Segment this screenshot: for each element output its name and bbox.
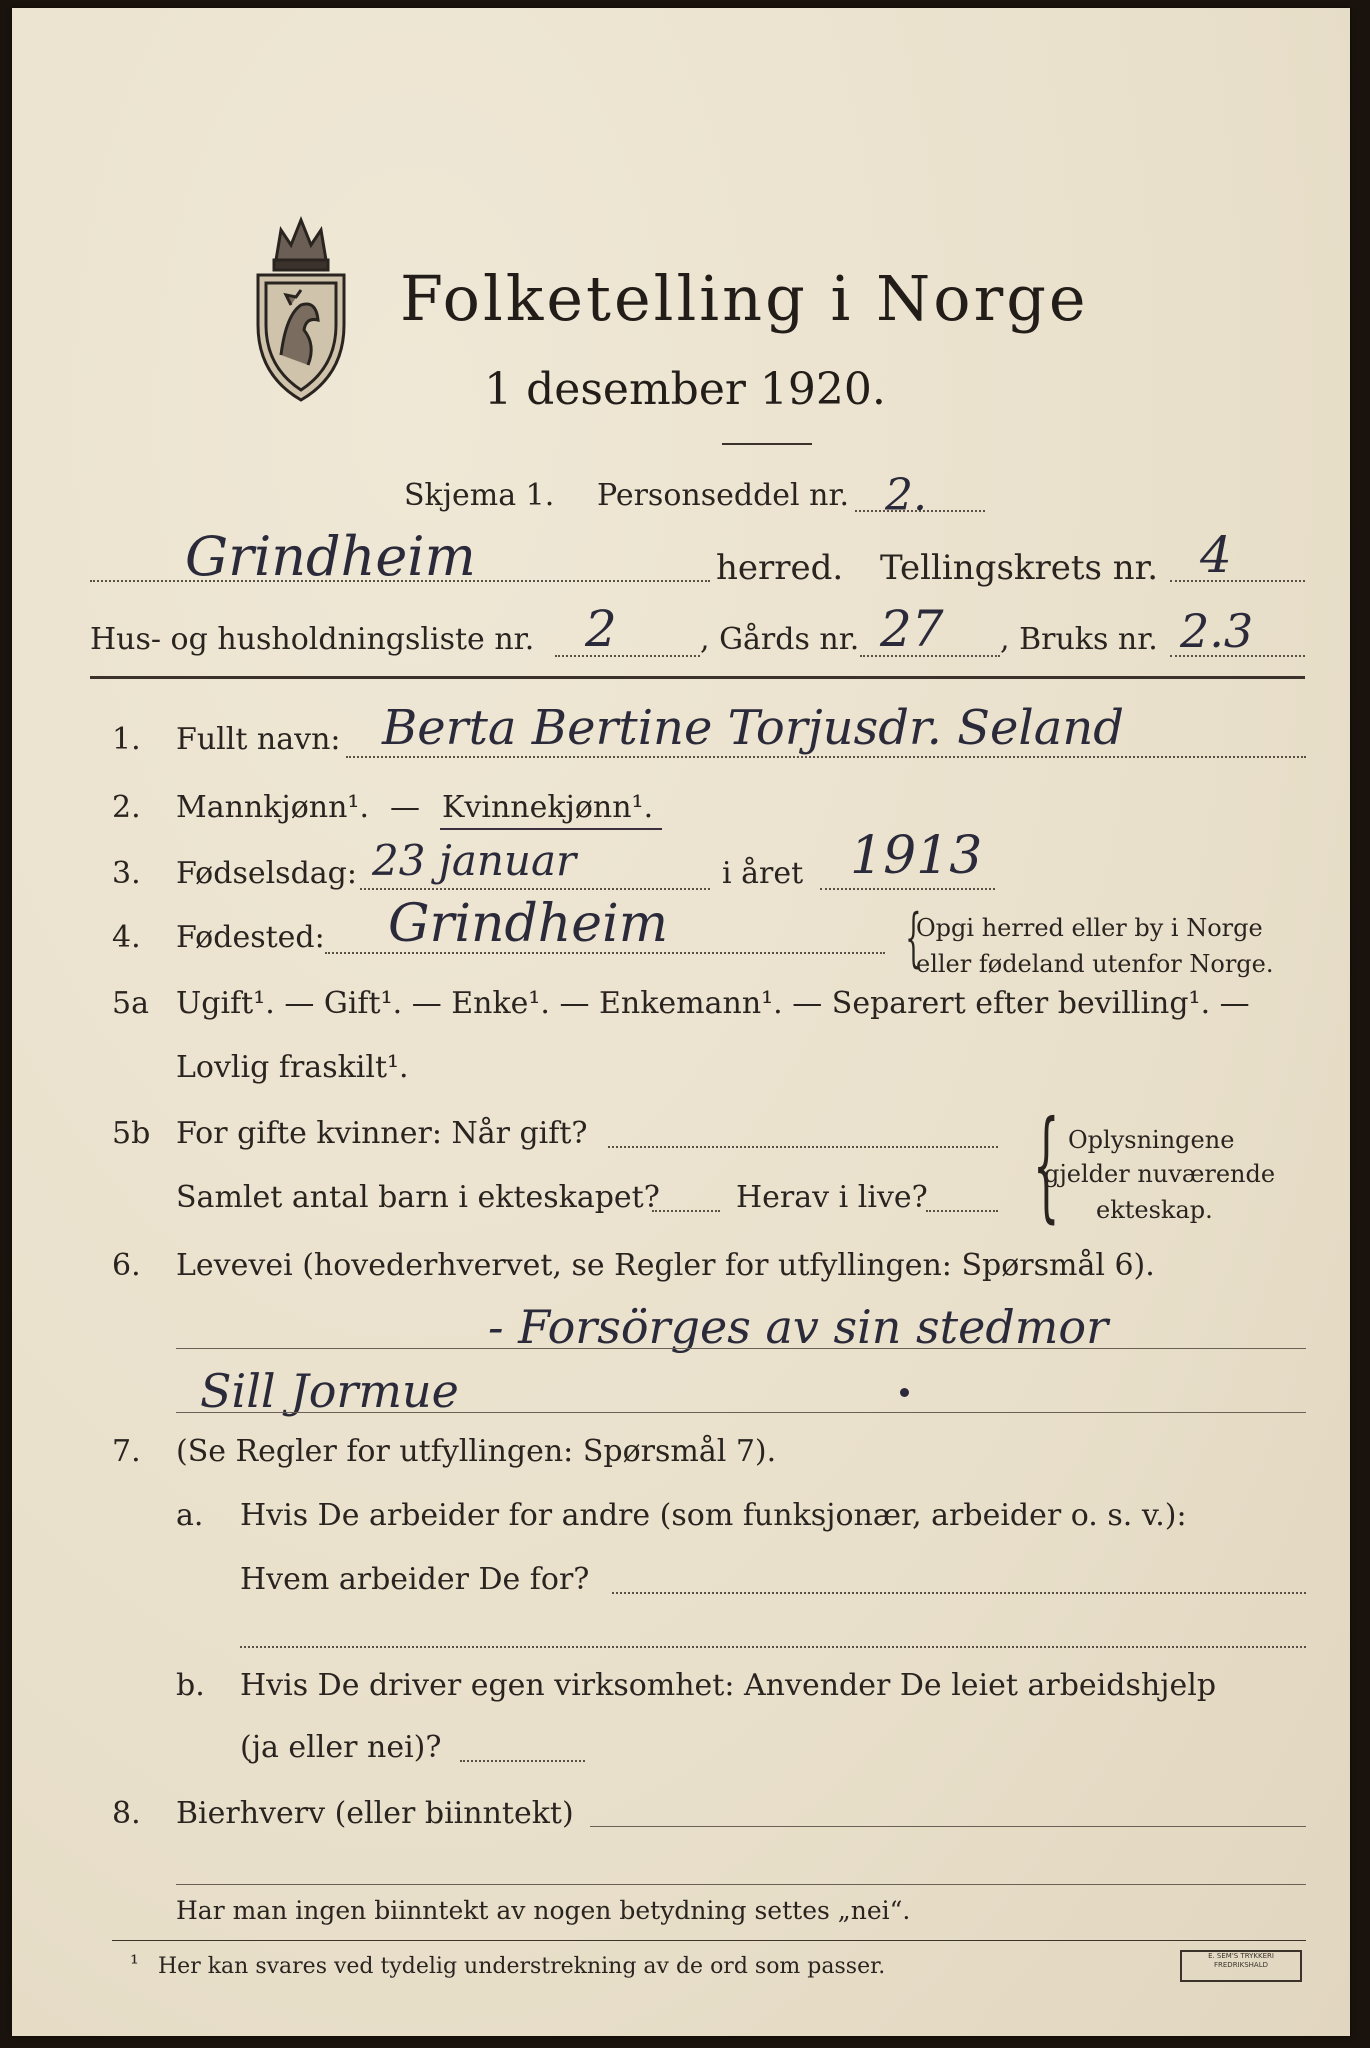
q6-label: Levevei (hovederhvervet, se Regler for utfyllingen: Spørsmål 6).	[176, 1248, 1155, 1283]
full-name-line	[346, 756, 1306, 758]
livelihood-line-1	[176, 1348, 1306, 1349]
printer-stamp: E. SEM'S TRYKKERI FREDRIKSHALD	[1180, 1950, 1302, 1982]
q7b-line1: Hvis De driver egen virksomhet: Anvender De leiet arbeidshjelp	[240, 1668, 1217, 1703]
q2-kvinne: Kvinnekjønn¹.	[442, 790, 654, 825]
hus-label: Hus- og husholdningsliste nr.	[90, 622, 535, 657]
employer-line-2	[240, 1646, 1306, 1648]
tellingskrets-label: Tellingskrets nr.	[880, 548, 1159, 588]
q3-number: 3.	[112, 856, 141, 891]
page-title: Folketelling i Norge	[400, 262, 1089, 335]
kvinne-underline	[440, 828, 662, 830]
tellingskrets-value[interactable]: 4	[1200, 526, 1232, 584]
q6-number: 6.	[112, 1248, 141, 1283]
q5a-line1: Ugift¹. — Gift¹. — Enke¹. — Enkemann¹. — Separert efter bevilling¹. —	[176, 986, 1250, 1021]
q8-number: 8.	[112, 1796, 141, 1831]
q1-number: 1.	[112, 722, 141, 757]
gards-value[interactable]: 27	[880, 600, 944, 658]
q2-number: 2.	[112, 790, 141, 825]
tellingskrets-line	[1170, 580, 1305, 582]
q8-label: Bierhverv (eller biinntekt)	[176, 1796, 574, 1831]
q4-number: 4.	[112, 920, 141, 955]
hus-value[interactable]: 2	[585, 600, 617, 658]
personseddel-label: Personseddel nr.	[597, 478, 850, 513]
birthplace-value[interactable]: Grindheim	[388, 894, 669, 954]
herred-line	[90, 580, 710, 582]
bruks-value[interactable]: 2.3	[1180, 604, 1254, 658]
q5a-line2: Lovlig fraskilt¹.	[176, 1050, 409, 1085]
q4-note2: eller fødeland utenfor Norge.	[916, 950, 1274, 978]
hired-help-line	[460, 1760, 585, 1762]
q5b-line2b: Herav i live?	[736, 1180, 928, 1215]
q5b-line1: For gifte kvinner: Når gift?	[176, 1116, 588, 1151]
livelihood-value-1[interactable]: - Forsörges av sin stedmor	[488, 1300, 1109, 1354]
q7a-line1: Hvis De arbeider for andre (som funksjonær, arbeider o. s. v.):	[240, 1498, 1187, 1533]
herred-value[interactable]: Grindheim	[185, 525, 476, 588]
q4-brace: {	[905, 901, 922, 975]
q4-note1: Opgi herred eller by i Norge	[916, 914, 1263, 942]
birth-year-line	[820, 888, 995, 890]
q5b-line2a: Samlet antal barn i ekteskapet?	[176, 1180, 660, 1215]
personseddel-value[interactable]: 2.	[885, 470, 927, 521]
q1-label: Fullt navn:	[176, 722, 341, 757]
birthday-value[interactable]: 23 januar	[372, 836, 577, 885]
q5b-note2: gjelder nuværende	[1044, 1160, 1276, 1188]
children-line	[652, 1210, 720, 1212]
q5b-brace: {	[1032, 1096, 1060, 1235]
q2-mann: Mannkjønn¹.	[176, 790, 369, 825]
bruks-label: , Bruks nr.	[1000, 622, 1158, 657]
footnote-text: Her kan svares ved tydelig understrekning av de ord som passer.	[158, 1954, 886, 1979]
footnote-number: ¹	[130, 1952, 139, 1977]
q5b-number: 5b	[112, 1116, 151, 1151]
ink-dot	[900, 1388, 909, 1397]
q4-label: Fødested:	[176, 920, 325, 955]
birthday-line	[360, 888, 710, 890]
gards-line	[860, 655, 1000, 657]
livelihood-value-2[interactable]: Sill Jormue	[200, 1364, 459, 1418]
q3-year-label: i året	[722, 856, 804, 891]
q5b-note1: Oplysningene	[1068, 1126, 1235, 1154]
q5a-number: 5a	[112, 986, 149, 1021]
title-divider	[722, 443, 812, 445]
livelihood-line-2	[176, 1412, 1306, 1413]
q2-dash: —	[390, 790, 420, 825]
q7-label: (Se Regler for utfyllingen: Spørsmål 7).	[176, 1434, 777, 1469]
employer-line	[612, 1592, 1306, 1594]
bruks-line	[1170, 655, 1305, 657]
personseddel-line	[855, 510, 985, 512]
herred-label: herred.	[716, 548, 844, 588]
q7-number: 7.	[112, 1434, 141, 1469]
q3-label: Fødselsdag:	[176, 856, 357, 891]
side-income-line	[590, 1826, 1306, 1827]
married-when-line	[608, 1146, 998, 1148]
footer-divider	[112, 1940, 1306, 1941]
q7a-letter: a.	[176, 1498, 204, 1533]
side-income-line-2	[176, 1884, 1306, 1885]
birthplace-line	[325, 952, 885, 954]
gards-label: , Gårds nr.	[700, 622, 860, 657]
birth-year-value[interactable]: 1913	[850, 826, 983, 886]
header-divider	[90, 676, 1305, 679]
q7b-line2: (ja eller nei)?	[240, 1730, 442, 1765]
q7a-line2: Hvem arbeider De for?	[240, 1562, 590, 1597]
skjema-label: Skjema 1.	[404, 478, 555, 513]
footer-note: Har man ingen biinntekt av nogen betydning settes „nei“.	[176, 1896, 911, 1925]
q7b-letter: b.	[176, 1668, 205, 1703]
census-date: 1 desember 1920.	[484, 364, 886, 415]
alive-line	[926, 1210, 998, 1212]
q5b-note3: ekteskap.	[1096, 1196, 1213, 1224]
hus-line	[555, 655, 700, 657]
full-name-value[interactable]: Berta Bertine Torjusdr. Seland	[382, 700, 1125, 756]
